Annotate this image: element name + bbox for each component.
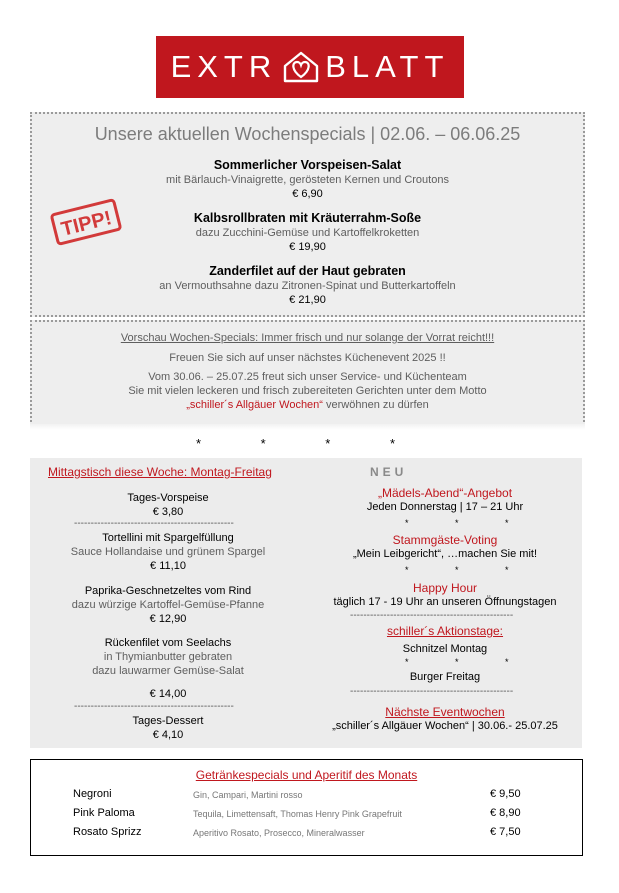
- dish-description: mit Bärlauch-Vinaigrette, gerösteten Kernen und Croutons: [166, 174, 449, 186]
- divider-dashes: -------------------------------------------------: [350, 686, 514, 697]
- lunch-item-name: Rückenfilet vom Seelachs: [104, 637, 232, 649]
- drinks-title: Getränkespecials und Aperitif des Monats: [195, 768, 418, 782]
- preview-line: Freuen Sie sich auf unser nächstes Küchenevent 2025 !!: [169, 352, 446, 364]
- mini-stars: * * *: [405, 657, 531, 667]
- preview-box: [30, 320, 585, 426]
- news-heading: NEU: [370, 465, 408, 479]
- lunch-item-price: € 11,10: [150, 560, 186, 572]
- lunch-heading: Mittagstisch diese Woche: Montag-Freitag: [48, 465, 272, 479]
- drink-name: Pink Paloma: [73, 807, 135, 819]
- tipp-stamp-label: TIPP!: [59, 207, 114, 241]
- heart-house-icon: [281, 50, 321, 84]
- logo-text-right: BLATT: [325, 49, 450, 84]
- drink-row: [31, 807, 584, 823]
- mini-stars: * * *: [405, 565, 531, 575]
- logo: [156, 36, 464, 98]
- dish-name: Kalbsrollbraten mit Kräuterrahm-Soße: [193, 211, 422, 225]
- lunch-item-desc: dazu lauwarmer Gemüse-Salat: [92, 665, 244, 677]
- preview-line: Sie mit vielen leckeren und frisch zubereiteten Gerichten unter dem Motto: [128, 385, 487, 397]
- lunch-item-desc: Sauce Hollandaise und grünem Spargel: [70, 546, 266, 558]
- dish-name: Zanderfilet auf der Haut gebraten: [209, 264, 406, 278]
- event-detail: „schiller´s Allgäuer Wochen“ | 30.06.- 25.07.25: [332, 720, 558, 732]
- preview-headline: Vorschau Wochen-Specials: Immer frisch und nur solange der Vorrat reicht!!!: [120, 332, 495, 344]
- starter-price: € 3,80: [152, 506, 184, 518]
- event-title: Happy Hour: [412, 581, 478, 595]
- logo-text-left: EXTR: [170, 49, 278, 84]
- divider-dashes: ------------------------------------------------: [74, 518, 234, 529]
- lunch-item-desc: dazu würzige Kartoffel-Gemüse-Pfanne: [71, 599, 265, 611]
- mini-stars: * * *: [405, 518, 531, 528]
- drink-row: [31, 788, 584, 804]
- event-detail: Schnitzel Montag: [402, 643, 488, 655]
- dessert-title: Tages-Dessert: [132, 715, 204, 727]
- starter-title: Tages-Vorspeise: [127, 492, 209, 504]
- motto-rest: verwöhnen zu dürfen: [322, 399, 429, 411]
- drink-description: Tequila, Limettensaft, Thomas Henry Pink Grapefruit: [193, 809, 402, 819]
- preview-line: Vom 30.06. – 25.07.25 freut sich unser Service- und Küchenteam: [148, 371, 467, 383]
- lunch-item-price: € 14,00: [149, 688, 187, 700]
- dish-price: € 21,90: [289, 294, 326, 306]
- event-title: „Mädels-Abend“-Angebot: [377, 486, 513, 500]
- preview-motto-line: [32, 399, 583, 411]
- dish-name: Sommerlicher Vorspeisen-Salat: [213, 158, 402, 172]
- drink-name: Rosato Sprizz: [73, 826, 142, 838]
- event-detail: Burger Freitag: [409, 671, 481, 683]
- drink-name: Negroni: [73, 788, 112, 800]
- drink-price: € 7,50: [490, 826, 521, 838]
- event-detail: Jeden Donnerstag | 17 – 21 Uhr: [366, 501, 524, 513]
- event-title: Stammgäste-Voting: [392, 533, 498, 547]
- event-detail: „Mein Leibgericht“, …machen Sie mit!: [352, 548, 537, 560]
- motto-text: „schiller´s Allgäuer Wochen“: [186, 399, 323, 411]
- drink-price: € 8,90: [490, 807, 521, 819]
- divider-fade: [30, 424, 585, 430]
- specials-title: Unsere aktuellen Wochenspecials | 02.06. – 06.06.25: [94, 124, 521, 144]
- divider-dashes: ------------------------------------------------: [74, 701, 234, 712]
- drink-row: [31, 826, 584, 842]
- event-title: schiller´s Aktionstage:: [386, 624, 504, 638]
- lunch-item-price: € 12,90: [149, 613, 187, 625]
- event-detail: täglich 17 - 19 Uhr an unseren Öffnungstagen: [333, 596, 557, 608]
- event-title: Nächste Eventwochen: [385, 705, 505, 719]
- dessert-price: € 4,10: [152, 729, 184, 741]
- drinks-specials-box: [30, 759, 583, 856]
- drink-description: Gin, Campari, Martini rosso: [193, 790, 303, 800]
- dish-price: € 19,90: [289, 241, 326, 253]
- drink-price: € 9,50: [490, 788, 521, 800]
- dish-description: an Vermouthsahne dazu Zitronen-Spinat und Butterkartoffeln: [159, 280, 456, 292]
- dish-item: [32, 264, 583, 306]
- dish-price: € 6,90: [292, 188, 323, 200]
- lunch-item-name: Paprika-Geschnetzeltes vom Rind: [84, 585, 252, 597]
- dish-item: [32, 158, 583, 200]
- section-divider-stars: * * * *: [195, 436, 424, 451]
- drink-description: Aperitivo Rosato, Prosecco, Mineralwasser: [193, 828, 365, 838]
- lunch-item-desc: in Thymianbutter gebraten: [103, 651, 233, 663]
- divider-dashes: -------------------------------------------------: [350, 610, 514, 621]
- dish-description: dazu Zucchini-Gemüse und Kartoffelkroketten: [195, 227, 420, 239]
- lunch-item-name: Tortellini mit Spargelfüllung: [102, 532, 234, 544]
